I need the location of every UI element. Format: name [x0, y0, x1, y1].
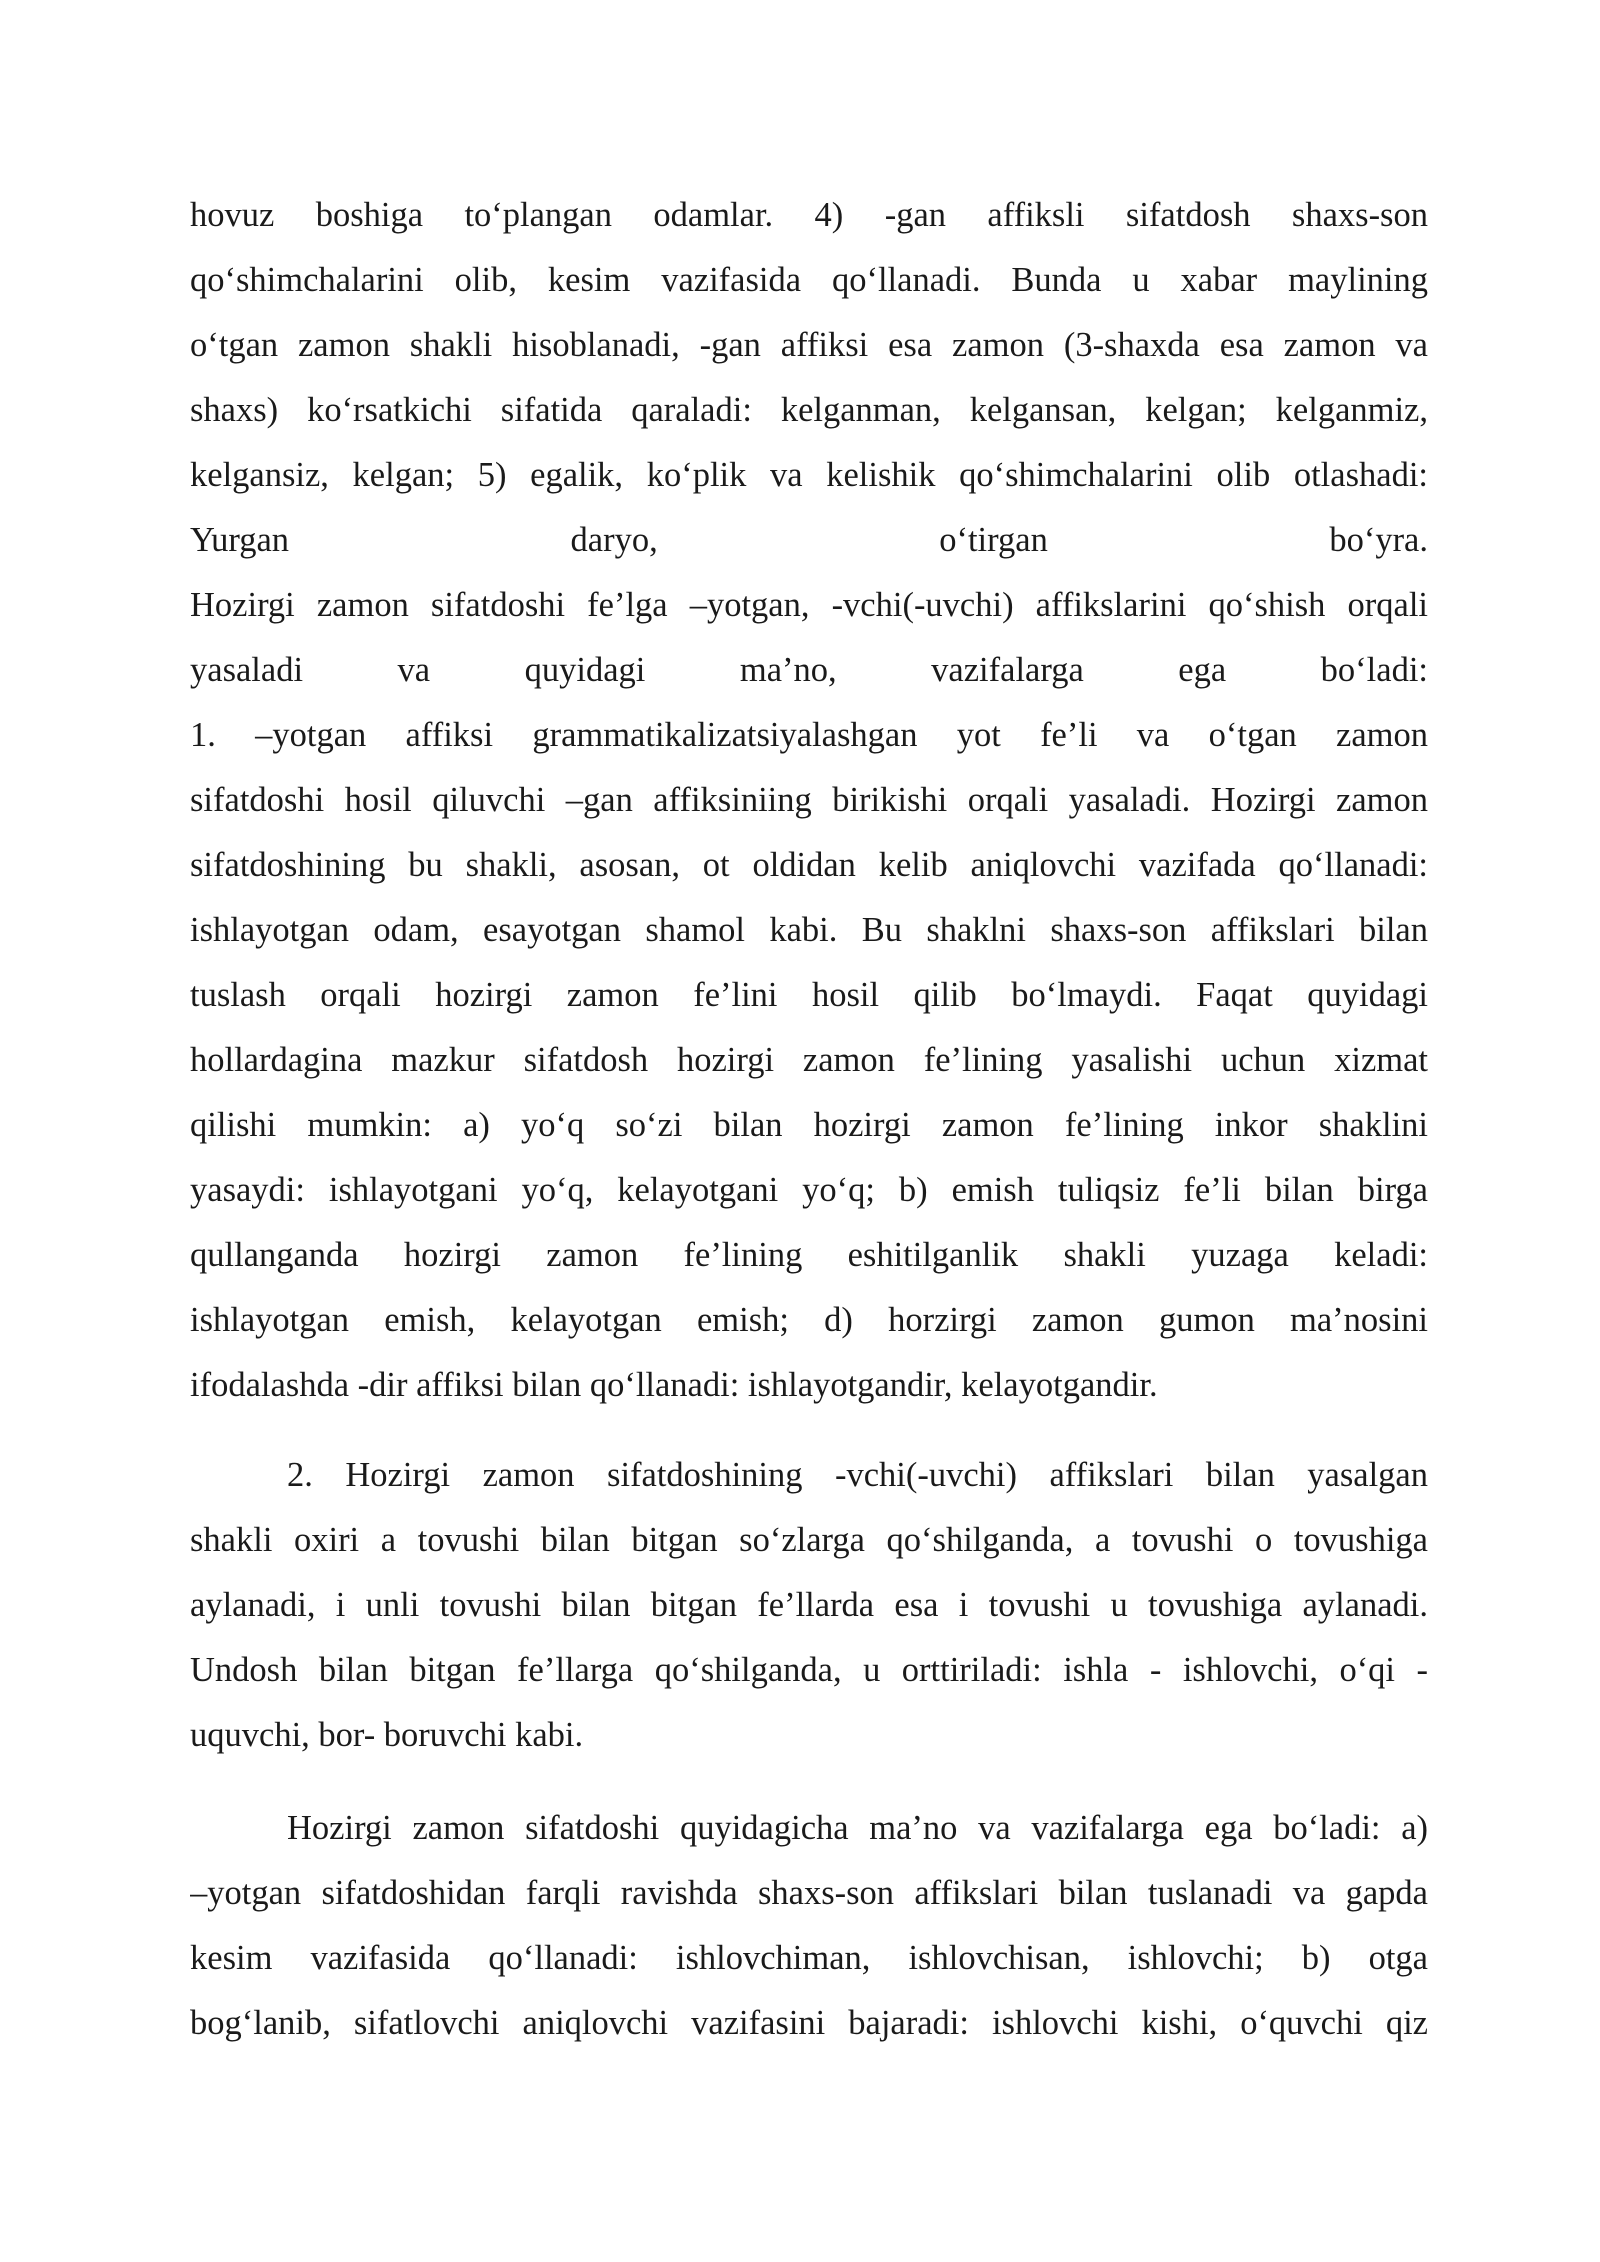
text-line: yasaladi va quyidagi ma’no, vazifalarga ega bo‘ladi:: [190, 651, 1428, 689]
text-line: aylanadi, i unli tovushi bilan bitgan fe’llarda esa i tovushi u tovushiga aylanadi.: [190, 1586, 1428, 1624]
text-line: 2. Hozirgi zamon sifatdoshining -vchi(-uvchi) affikslari bilan yasalgan: [287, 1456, 1428, 1494]
text-line: uquvchi, bor- boruvchi kabi.: [190, 1716, 584, 1754]
text-line: hovuz boshiga to‘plangan odamlar. 4) -gan affiksli sifatdosh shaxs-son: [190, 196, 1428, 234]
text-line: ifodalashda -dir affiksi bilan qo‘llanadi: ishlayotgandir, kelayotgandir.: [190, 1366, 1158, 1404]
text-line: sifatdoshi hosil qiluvchi –gan affiksiniing birikishi orqali yasaladi. Hozirgi zamon: [190, 781, 1428, 819]
text-line: ishlayotgan emish, kelayotgan emish; d) horzirgi zamon gumon ma’nosini: [190, 1301, 1428, 1339]
text-line: sifatdoshining bu shakli, asosan, ot oldidan kelib aniqlovchi vazifada qo‘llanadi:: [190, 846, 1428, 884]
text-line: –yotgan sifatdoshidan farqli ravishda shaxs-son affikslari bilan tuslanadi va gapda: [190, 1874, 1428, 1912]
text-line: tuslash orqali hozirgi zamon fe’lini hosil qilib bo‘lmaydi. Faqat quyidagi: [190, 976, 1428, 1014]
text-line: Yurgan daryo, o‘tirgan bo‘yra.: [190, 521, 1428, 559]
text-line: yasaydi: ishlayotgani yo‘q, kelayotgani yo‘q; b) emish tuliqsiz fe’li bilan birga: [190, 1171, 1428, 1209]
paragraph-meanings: [190, 1796, 1428, 2056]
text-line: kesim vazifasida qo‘llanadi: ishlovchiman, ishlovchisan, ishlovchi; b) otga: [190, 1939, 1428, 1977]
text-line: 1. –yotgan affiksi grammatikalizatsiyalashgan yot fe’li va o‘tgan zamon: [190, 716, 1428, 754]
text-line: hollardagina mazkur sifatdosh hozirgi zamon fe’lining yasalishi uchun xizmat: [190, 1041, 1428, 1079]
paragraph-vchi-affix: [190, 1443, 1428, 1768]
text-line: shakli oxiri a tovushi bilan bitgan so‘zlarga qo‘shilganda, a tovushi o tovushiga: [190, 1521, 1428, 1559]
text-line: Hozirgi zamon sifatdoshi quyidagicha ma’no va vazifalarga ega bo‘ladi: a): [287, 1809, 1428, 1847]
text-line: ishlayotgan odam, esayotgan shamol kabi. Bu shaklni shaxs-son affikslari bilan: [190, 911, 1428, 949]
text-line: qullanganda hozirgi zamon fe’lining eshitilganlik shakli yuzaga keladi:: [190, 1236, 1428, 1274]
text-line: kelgansiz, kelgan; 5) egalik, ko‘plik va kelishik qo‘shimchalarini olib otlashadi:: [190, 456, 1428, 494]
text-line: shaxs) ko‘rsatkichi sifatida qaraladi: kelganman, kelgansan, kelgan; kelganmiz,: [190, 391, 1428, 429]
paragraph-continuation: [190, 183, 1428, 1418]
text-line: bog‘lanib, sifatlovchi aniqlovchi vazifasini bajaradi: ishlovchi kishi, o‘quvchi qiz: [190, 2004, 1428, 2042]
text-line: o‘tgan zamon shakli hisoblanadi, -gan affiksi esa zamon (3-shaxda esa zamon va: [190, 326, 1428, 364]
text-line: Hozirgi zamon sifatdoshi fe’lga –yotgan, -vchi(-uvchi) affikslarini qo‘shish orqali: [190, 586, 1428, 624]
text-line: Undosh bilan bitgan fe’llarga qo‘shilganda, u orttiriladi: ishla - ishlovchi, o‘qi -: [190, 1651, 1428, 1689]
text-line: qo‘shimchalarini olib, kesim vazifasida qo‘llanadi. Bunda u xabar maylining: [190, 261, 1428, 299]
text-line: qilishi mumkin: a) yo‘q so‘zi bilan hozirgi zamon fe’lining inkor shaklini: [190, 1106, 1428, 1144]
